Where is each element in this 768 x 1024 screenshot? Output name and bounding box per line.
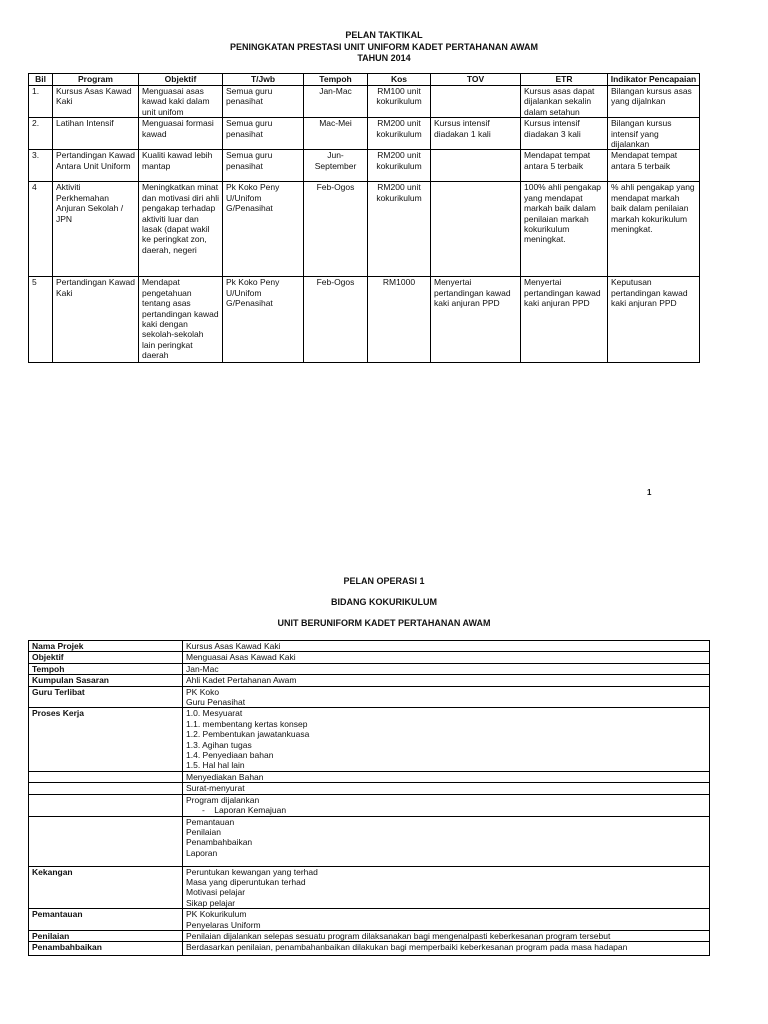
list-item: Sikap pelajar [186,897,236,908]
list-item: Laporan [186,847,218,858]
row-label: Kekangan [29,866,183,909]
tactical-plan-table [28,73,700,363]
row-label: Penilaian [29,930,183,941]
operation-plan-table [28,640,710,956]
row-label: Tempoh [29,663,183,674]
tactical-title: PELAN TAKTIKAL [345,30,423,40]
cell-etr: Kursus intensif diadakan 3 kali [521,118,608,150]
table-row [29,866,710,909]
list-item: Program dijalankan [186,794,260,805]
list-item: Penilaian [186,826,221,837]
row-value [183,708,710,771]
cell-tjwb: Pk Koko Peny U/Unifom G/Penasihat [223,277,304,363]
row-value: Kursus Asas Kawad Kaki [183,641,710,652]
cell-objektif: Mendapat pengetahuan tentang asas pertandingan kawad kaki dengan sekolah-sekolah lain peringkat daerah [139,277,223,363]
cell-tjwb: Semua guru penasihat [223,150,304,182]
cell-tjwb: Pk Koko Peny U/Unifom G/Penasihat [223,182,304,277]
row-label: Proses Kerja [29,708,183,771]
table-row [29,663,710,674]
cell-bil: 4 [29,182,53,277]
table-row [29,652,710,663]
row-label: Kumpulan Sasaran [29,675,183,686]
table-row [29,794,710,816]
cell-tempoh: Jan-Mac [304,86,368,118]
column-header: TOV [431,74,521,86]
table-row [29,118,700,150]
row-label: Pemantauan [29,909,183,931]
operation-field: BIDANG KOKURIKULUM [331,597,437,607]
cell-tov [431,150,521,182]
row-value: Penilaian dijalankan selepas sesuatu program dilaksanakan bagi mengenalpasti keberkesanan program tersebut [183,930,710,941]
table-row [29,182,700,277]
table-row [29,641,710,652]
column-header: Objektif [139,74,223,86]
cell-etr: Mendapat tempat antara 5 terbaik [521,150,608,182]
row-label: Penambahbaikan [29,942,183,956]
row-value: Surat-menyurat [183,783,710,794]
table-header-row [29,74,700,86]
table-row [29,686,710,708]
cell-program: Kursus Asas Kawad Kaki [53,86,139,118]
row-value: Menguasai Asas Kawad Kaki [183,652,710,663]
cell-kos: RM200 unit kokurikulum [368,150,431,182]
operation-title: PELAN OPERASI 1 [343,576,425,586]
cell-objektif: Meningkatkan minat dan motivasi diri ahli pengakap terhadap aktiviti luar dan lasak (dapat wakil ke peringkat zon, daerah, negeri [139,182,223,277]
cell-kos: RM100 unit kokurikulum [368,86,431,118]
table-row [29,942,710,956]
cell-indikator: Keputusan pertandingan kawad kaki anjuran PPD [608,277,700,363]
row-value: Menyediakan Bahan [183,771,710,782]
table-row [29,771,710,782]
row-value: Berdasarkan penilaian, penambahanbaikan dilakukan bagi memperbaiki keberkesanan program pada masa hadapan [183,942,710,956]
cell-tempoh: Feb-Ogos [304,277,368,363]
cell-bil: 3. [29,150,53,182]
table-row [29,909,710,931]
cell-kos: RM200 unit kokurikulum [368,118,431,150]
table-row [29,86,700,118]
row-label-empty [29,794,183,816]
list-item: 1.1. membentang kertas konsep [186,718,308,729]
row-value [183,816,710,866]
cell-tjwb: Semua guru penasihat [223,118,304,150]
cell-objektif: Menguasai formasi kawad [139,118,223,150]
cell-kos: RM1000 [368,277,431,363]
row-value [183,909,710,931]
column-header: Tempoh [304,74,368,86]
cell-tov: Kursus intensif diadakan 1 kali [431,118,521,150]
list-item: 1.4. Penyediaan bahan [186,750,274,761]
cell-program: Latihan Intensif [53,118,139,150]
cell-objektif: Kualiti kawad lebih mantap [139,150,223,182]
column-header: Bil [29,74,53,86]
table-row [29,708,710,771]
row-value [183,686,710,708]
cell-indikator: Mendapat tempat antara 5 terbaik [608,150,700,182]
cell-tempoh: Feb-Ogos [304,182,368,277]
list-item: Pemantauan [186,816,235,827]
row-label-empty [29,816,183,866]
row-value [183,794,710,816]
cell-bil: 5 [29,277,53,363]
column-header: Indikator Pencapaian [608,74,700,86]
cell-program: Pertandingan Kawad Kaki [53,277,139,363]
row-label-empty [29,771,183,782]
table-row [29,930,710,941]
tactical-subtitle: PENINGKATAN PRESTASI UNIT UNIFORM KADET PERTAHANAN AWAM [230,42,538,52]
cell-objektif: Menguasai asas kawad kaki dalam unit unifom [139,86,223,118]
cell-program: Pertandingan Kawad Antara Unit Uniform [53,150,139,182]
list-item: 1.0. Mesyuarat [186,708,243,719]
page-number: 1 [647,488,652,497]
row-label: Guru Terlibat [29,686,183,708]
cell-tov [431,182,521,277]
table-row [29,675,710,686]
list-item: 1.2. Pembentukan jawatankuasa [186,729,310,740]
cell-tempoh: Jun-September [304,150,368,182]
row-value [183,866,710,909]
cell-tov [431,86,521,118]
list-item: Penyelaras Uniform [186,919,261,930]
column-header: Program [53,74,139,86]
list-item: Guru Penasihat [186,697,246,708]
cell-kos: RM200 unit kokurikulum [368,182,431,277]
cell-bil: 2. [29,118,53,150]
list-item: PK Kokurikulum [186,909,247,920]
cell-bil: 1. [29,86,53,118]
list-item: PK Koko [186,686,220,697]
cell-tempoh: Mac-Mei [304,118,368,150]
cell-etr: Menyertai pertandingan kawad kaki anjuran PPD [521,277,608,363]
row-value: Jan-Mac [183,663,710,674]
cell-indikator: Bilangan kursus intensif yang dijalankan [608,118,700,150]
list-item: Motivasi pelajar [186,887,246,898]
list-item: Peruntukan kewangan yang terhad [186,866,318,877]
row-label: Nama Projek [29,641,183,652]
table-row [29,816,710,866]
list-item: Penambahbaikan [186,837,253,848]
table-row [29,783,710,794]
table-row [29,277,700,363]
column-header: T/Jwb [223,74,304,86]
operation-unit: UNIT BERUNIFORM KADET PERTAHANAN AWAM [277,618,491,628]
cell-indikator: % ahli pengakap yang mendapat markah baik dalam penilaian markah kokurikulum meningkat. [608,182,700,277]
cell-program: Aktiviti Perkhemahan Anjuran Sekolah / JPN [53,182,139,277]
tactical-year: TAHUN 2014 [357,53,411,63]
list-item: Masa yang diperuntukan terhad [186,876,306,887]
cell-indikator: Bilangan kursus asas yang dijalnkan [608,86,700,118]
laporan-kemajuan: Laporan Kemajuan [214,805,287,816]
cell-tjwb: Semua guru penasihat [223,86,304,118]
cell-etr: 100% ahli pengakap yang mendapat markah baik dalam penilaian markah kokurikulum meningkat. [521,182,608,277]
row-label: Objektif [29,652,183,663]
column-header: Kos [368,74,431,86]
column-header: ETR [521,74,608,86]
list-item: - Laporan Kemajuan [202,805,287,816]
row-value: Ahli Kadet Pertahanan Awam [183,675,710,686]
list-item: 1.5. Hal hal lain [186,760,245,771]
row-label-empty [29,783,183,794]
table-row [29,150,700,182]
list-item: 1.3. Agihan tugas [186,739,252,750]
cell-etr: Kursus asas dapat dijalankan sekalin dalam setahun [521,86,608,118]
cell-tov: Menyertai pertandingan kawad kaki anjuran PPD [431,277,521,363]
